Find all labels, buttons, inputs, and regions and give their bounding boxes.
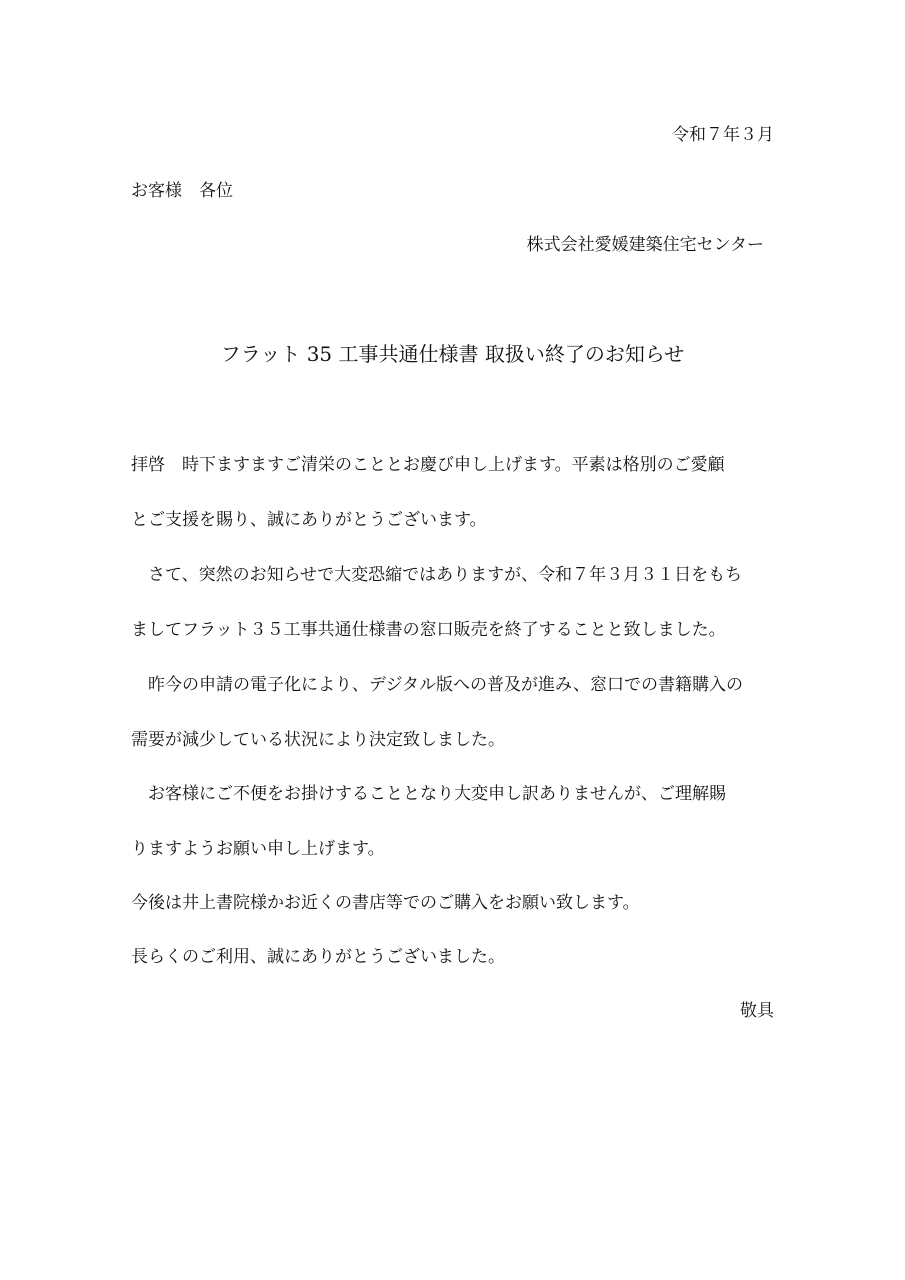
letter-title: フラット 35 工事共通仕様書 取扱い終了のお知らせ [220, 342, 685, 366]
body-line: 需要が減少している状況により決定致しました。 [131, 730, 505, 750]
letter-recipient: お客様 各位 [131, 181, 233, 201]
body-line: 昨今の申請の電子化により、デジタル版への普及が進み、窓口での書籍購入の [131, 675, 743, 695]
letter-sender: 株式会社愛媛建築住宅センター [526, 235, 764, 255]
body-line: 今後は井上書院様かお近くの書店等でのご購入をお願い致します。 [131, 893, 640, 913]
letter-date: 令和７年３月 [672, 125, 774, 145]
body-line: さて、突然のお知らせで大変恐縮ではありますが、令和７年３月３１日をもち [131, 565, 743, 585]
body-line: お客様にご不便をお掛けすることとなり大変申し訳ありませんが、ご理解賜 [131, 784, 726, 804]
body-line: りますようお願い申し上げます。 [131, 839, 385, 859]
body-line: 長らくのご利用、誠にありがとうございました。 [131, 947, 505, 967]
body-line: とご支援を賜り、誠にありがとうございます。 [131, 510, 487, 530]
letter-closing: 敬具 [740, 1001, 774, 1021]
body-line: 拝啓 時下ますますご清栄のこととお慶び申し上げます。平素は格別のご愛顧 [131, 455, 725, 475]
body-line: ましてフラット３５工事共通仕様書の窓口販売を終了することと致しました。 [131, 620, 726, 640]
